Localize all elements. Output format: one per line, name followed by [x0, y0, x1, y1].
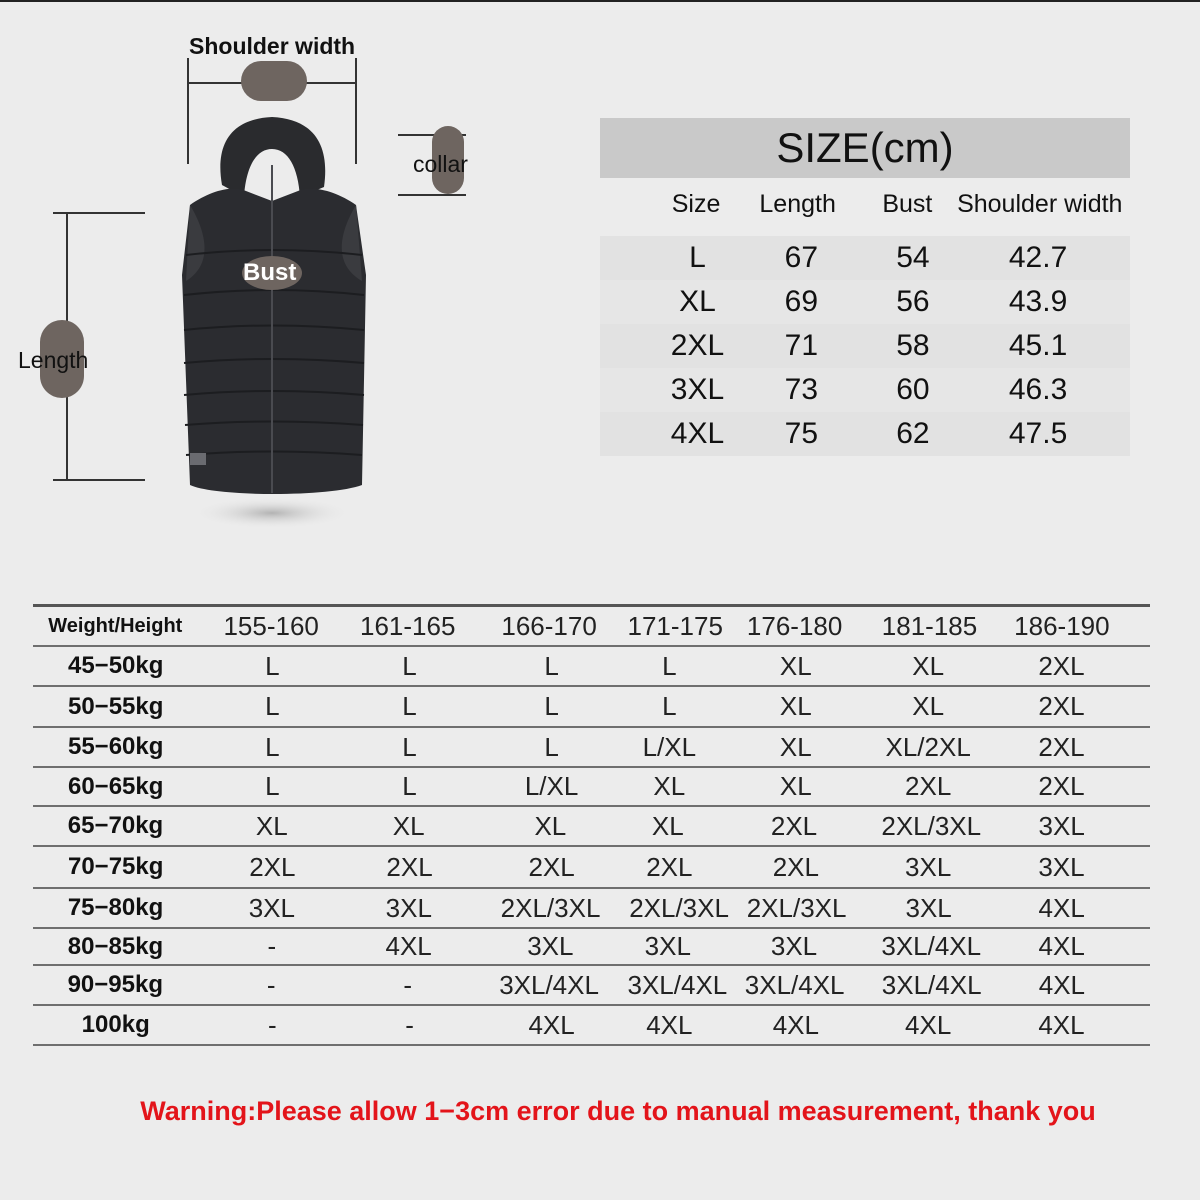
size-recommendation-cell: 2XL — [1038, 691, 1085, 721]
wh-corner: Weight/Height — [48, 614, 183, 637]
bust-cell: 54 — [896, 241, 930, 274]
bust-cell: 56 — [896, 285, 930, 318]
size-recommendation-cell: 4XL — [646, 1009, 693, 1040]
shoulder-marker — [241, 61, 307, 101]
size-recommendation-cell: L — [544, 691, 559, 721]
size-header-shoulder: Shoulder width — [957, 189, 1123, 218]
size-recommendation-cell: XL — [912, 691, 945, 721]
vest-body — [182, 189, 366, 494]
size-cell: L — [689, 241, 706, 274]
wh-row — [33, 728, 1150, 768]
collar-bottom-tick — [398, 194, 466, 196]
size-recommendation-cell: L — [544, 650, 559, 681]
size-recommendation-cell: L/XL — [642, 731, 697, 762]
shoulder-cell: 45.1 — [1008, 329, 1068, 362]
shoulder-cell: 47.5 — [1008, 417, 1068, 450]
size-recommendation-cell: L — [662, 691, 677, 721]
wh-row — [33, 768, 1150, 807]
size-recommendation-cell: 2XL/3XL — [881, 810, 982, 841]
size-cell: XL — [679, 285, 716, 318]
height-header: 161-165 — [359, 610, 456, 641]
height-header: 176-180 — [746, 610, 843, 641]
warning-note: Warning:Please allow 1−3cm error due to manual measurement, thank you — [140, 1096, 1096, 1126]
size-recommendation-cell: L — [402, 650, 417, 681]
size-header-bust: Bust — [882, 189, 933, 218]
bust-cell: 60 — [896, 373, 930, 406]
size-row — [600, 280, 1130, 324]
size-row — [600, 324, 1130, 368]
length-cell: 67 — [784, 241, 819, 274]
size-recommendation-cell: XL — [912, 650, 945, 681]
size-recommendation-cell: 3XL — [385, 892, 432, 923]
weight-label: 50−55kg — [67, 692, 164, 720]
vest-patch — [190, 453, 206, 465]
size-recommendation-cell: 2XL/3XL — [746, 892, 847, 923]
weight-label: 45−50kg — [67, 652, 164, 679]
size-recommendation-cell: L — [265, 731, 280, 762]
length-cell: 69 — [784, 285, 819, 318]
size-recommendation-cell: 3XL — [905, 892, 952, 923]
weight-label: 80−85kg — [67, 932, 164, 960]
height-header: 166-170 — [501, 610, 597, 641]
size-recommendation-cell: XL — [653, 771, 686, 801]
size-recommendation-cell: XL — [779, 650, 812, 681]
size-recommendation-cell: 2XL/3XL — [629, 892, 729, 923]
size-recommendation-cell: 2XL — [1038, 771, 1085, 801]
size-recommendation-cell: 4XL — [1038, 931, 1085, 961]
size-recommendation-cell: 4XL — [1038, 969, 1086, 1000]
wh-row — [33, 929, 1150, 966]
height-header: 186-190 — [1014, 610, 1110, 641]
size-recommendation-cell: - — [403, 969, 413, 1000]
bust-label: Bust — [243, 259, 297, 286]
shoulder-cell: 42.7 — [1008, 241, 1068, 274]
size-recommendation-cell: 2XL/3XL — [500, 892, 601, 923]
wh-row — [33, 807, 1150, 847]
weight-label: 55−60kg — [67, 733, 164, 760]
weight-label: 65−70kg — [67, 812, 164, 839]
size-recommendation-cell: 3XL — [905, 851, 952, 882]
wh-row — [33, 1006, 1150, 1046]
wh-row — [33, 966, 1150, 1006]
shoulder-width-label: Shoulder width — [189, 33, 356, 59]
size-table-title: SIZE(cm) — [600, 118, 1130, 178]
size-recommendation-cell: 3XL — [644, 931, 691, 961]
size-recommendation-cell: 3XL — [1038, 810, 1085, 841]
weight-label: 90−95kg — [67, 971, 163, 998]
bust-cell: 58 — [896, 329, 930, 362]
size-recommendation-cell: XL/2XL — [885, 731, 971, 762]
wh-row — [33, 847, 1150, 889]
collar-label: collar — [413, 151, 468, 177]
size-recommendation-cell: XL — [255, 810, 288, 841]
vest-diagram — [0, 0, 560, 560]
size-recommendation-cell: - — [267, 931, 277, 961]
size-recommendation-cell: - — [268, 1009, 277, 1040]
size-recommendation-cell: 3XL — [248, 892, 295, 923]
size-recommendation-cell: XL — [534, 810, 567, 841]
size-cell: 2XL — [670, 329, 725, 362]
size-recommendation-cell: 4XL — [1038, 892, 1085, 923]
size-recommendation-cell: 2XL — [770, 810, 818, 841]
shoulder-cell: 43.9 — [1008, 285, 1068, 318]
weight-label: 100kg — [81, 1011, 150, 1038]
size-table-header — [600, 178, 1130, 230]
wh-header-row — [33, 604, 1150, 647]
size-recommendation-cell: XL — [779, 771, 812, 801]
size-recommendation-cell: 2XL — [772, 851, 819, 882]
wh-row — [33, 687, 1150, 728]
size-recommendation-cell: 4XL — [528, 1009, 575, 1040]
size-recommendation-cell: L — [265, 771, 280, 801]
shoulder-cell: 46.3 — [1008, 373, 1068, 406]
size-table-body — [600, 236, 1130, 456]
size-recommendation-cell: L/XL — [524, 771, 579, 801]
size-recommendation-cell: 3XL — [1038, 851, 1085, 882]
weight-label: 60−65kg — [67, 772, 164, 800]
wh-body — [33, 647, 1150, 1046]
length-cell: 71 — [784, 329, 819, 362]
size-recommendation-cell: XL — [779, 731, 812, 762]
size-recommendation-cell: 2XL — [386, 851, 433, 882]
size-recommendation-cell: L — [265, 691, 280, 721]
size-recommendation-cell: L — [402, 731, 417, 762]
vest-shadow — [192, 497, 352, 529]
bust-cell: 62 — [896, 417, 930, 450]
wh-row — [33, 647, 1150, 687]
size-recommendation-cell: - — [266, 969, 276, 1000]
size-recommendation-cell: 2XL — [1038, 650, 1085, 681]
size-recommendation-cell: 3XL/4XL — [627, 969, 728, 1000]
size-recommendation-cell: L — [402, 771, 417, 801]
size-row — [600, 236, 1130, 280]
weight-height-table — [33, 604, 1150, 1046]
size-recommendation-cell: XL — [392, 810, 425, 841]
height-header: 155-160 — [223, 610, 319, 641]
height-header: 171-175 — [627, 610, 723, 641]
size-recommendation-cell: L — [265, 650, 280, 681]
size-row — [600, 368, 1130, 412]
size-recommendation-cell: L — [402, 691, 417, 721]
size-recommendation-cell: 3XL — [770, 931, 818, 961]
size-row — [600, 412, 1130, 456]
size-table — [600, 118, 1130, 456]
size-recommendation-cell: L — [544, 731, 559, 762]
size-recommendation-cell: 3XL/4XL — [499, 969, 599, 1000]
size-recommendation-cell: 2XL — [1038, 731, 1085, 762]
size-recommendation-cell: 2XL — [646, 851, 693, 882]
size-recommendation-cell: L — [662, 650, 677, 681]
size-recommendation-cell: 3XL/4XL — [744, 969, 845, 1000]
size-recommendation-cell: 2XL — [249, 851, 296, 882]
weight-label: 70−75kg — [67, 853, 164, 880]
size-recommendation-cell: 3XL/4XL — [881, 969, 982, 1000]
size-recommendation-cell: 3XL/4XL — [881, 931, 982, 961]
length-label: Length — [18, 347, 89, 373]
size-recommendation-cell: XL — [779, 691, 812, 721]
wh-row — [33, 889, 1150, 929]
size-recommendation-cell: - — [405, 1009, 414, 1040]
size-recommendation-cell: 2XL — [905, 771, 952, 801]
vest-illustration — [160, 105, 390, 535]
size-recommendation-cell: 2XL — [528, 851, 575, 882]
size-recommendation-cell: 3XL — [527, 931, 574, 961]
length-cell: 73 — [784, 373, 819, 406]
weight-label: 75−80kg — [67, 894, 164, 921]
size-recommendation-cell: 4XL — [385, 931, 432, 961]
size-recommendation-cell: 4XL — [905, 1009, 952, 1040]
size-header-length: Length — [759, 189, 836, 218]
size-recommendation-cell: 4XL — [772, 1009, 819, 1040]
size-header-size: Size — [671, 189, 721, 218]
size-recommendation-cell: 4XL — [1038, 1009, 1085, 1040]
size-cell: 4XL — [670, 417, 725, 450]
length-cell: 75 — [784, 417, 819, 450]
size-cell: 3XL — [670, 373, 725, 406]
height-header: 181-185 — [881, 610, 978, 641]
size-recommendation-cell: XL — [651, 810, 684, 841]
